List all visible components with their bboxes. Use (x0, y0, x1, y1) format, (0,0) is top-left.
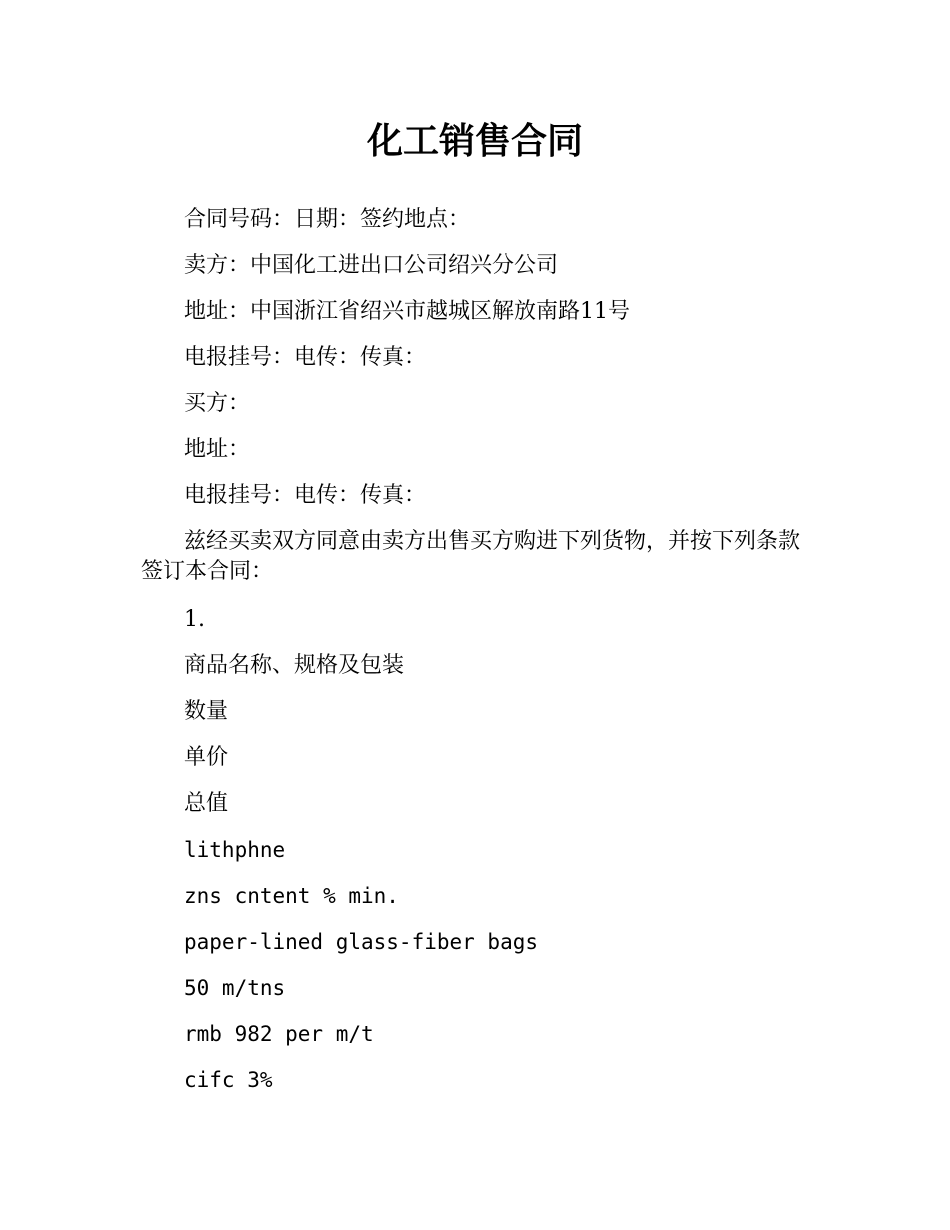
table-header-goods: 商品名称、规格及包装 (184, 653, 405, 678)
buyer-line: 买方： (184, 391, 251, 416)
goods-line: lithphne (184, 838, 286, 862)
seller-contact-line: 电报挂号：电传：传真： (184, 345, 427, 370)
goods-line: zns cntent % min. (184, 884, 399, 908)
buyer-contact-line: 电报挂号：电传：传真： (184, 483, 427, 508)
table-header-unit-price: 单价 (184, 745, 229, 770)
table-header-total: 总值 (184, 791, 229, 816)
buyer-address-line: 地址： (184, 437, 251, 462)
document-title: 化工销售合同 (366, 121, 583, 162)
clause-number: 1. (184, 607, 205, 632)
seller-address-line: 地址：中国浙江省绍兴市越城区解放南路11号 (184, 299, 630, 324)
seller-line: 卖方：中国化工进出口公司绍兴分公司 (184, 253, 559, 278)
goods-line: rmb 982 per m/t (184, 1022, 374, 1046)
goods-line: cifc 3% (184, 1068, 273, 1092)
goods-line: paper-lined glass-fiber bags (184, 930, 539, 954)
table-header-quantity: 数量 (184, 699, 229, 724)
contract-info-line: 合同号码：日期：签约地点： (184, 207, 471, 232)
goods-line: 50 m/tns (184, 976, 286, 1000)
agreement-paragraph: 兹经买卖双方同意由卖方出售买方购进下列货物，并按下列条款签订本合同： (141, 529, 801, 584)
